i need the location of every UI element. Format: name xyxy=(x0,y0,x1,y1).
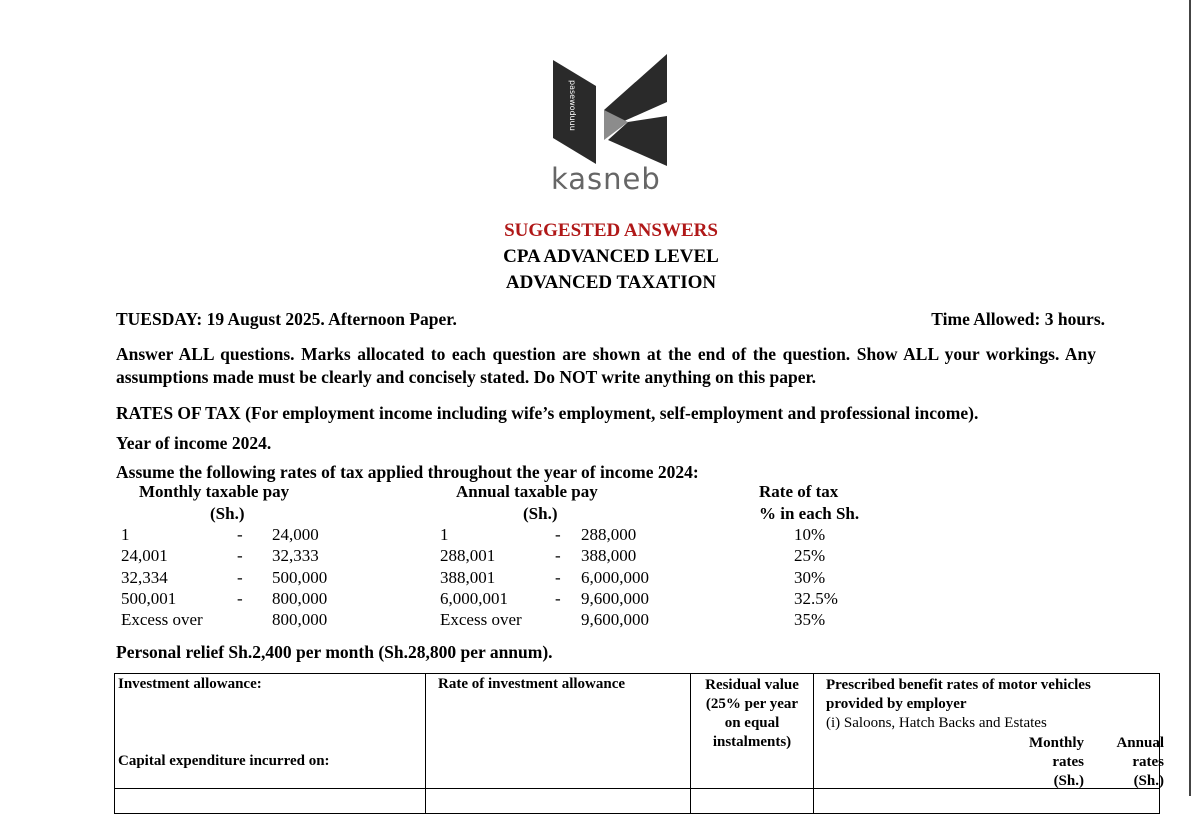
page-edge xyxy=(1189,0,1191,796)
monthly-rates-line: (Sh.) xyxy=(1053,773,1084,789)
annual-rates-line: (Sh.) xyxy=(1133,773,1164,789)
investment-allowance-cell xyxy=(115,674,426,789)
capital-expenditure-label: Capital expenditure incurred on: xyxy=(118,753,330,769)
rate-row-monthly-sep: - xyxy=(237,525,243,544)
level-heading: CPA ADVANCED LEVEL xyxy=(503,246,719,267)
monthly-rates-line: rates xyxy=(1052,754,1084,770)
rate-row-annual-sep: - xyxy=(555,546,561,565)
suggested-answers-heading: SUGGESTED ANSWERS xyxy=(504,220,718,241)
annual-rates-line: Annual xyxy=(1116,735,1164,751)
saloons-label: (i) Saloons, Hatch Backs and Estates xyxy=(826,715,1047,731)
residual-value-line: Residual value xyxy=(705,677,799,693)
residual-value-cell xyxy=(691,674,814,789)
rate-row-rate: 30% xyxy=(794,568,826,587)
rate-row-monthly-to: 32,333 xyxy=(272,546,319,565)
rate-row-monthly-to: 800,000 xyxy=(272,610,328,629)
rate-row-annual-from: 388,001 xyxy=(440,568,496,587)
rate-row-rate: 32.5% xyxy=(794,589,838,608)
rate-row-annual-to: 9,600,000 xyxy=(581,589,649,608)
annual-pay-header: Annual taxable pay xyxy=(456,482,598,501)
rate-row-annual-from: Excess over xyxy=(440,610,522,629)
investment-allowance-title: Investment allowance: xyxy=(118,676,262,692)
time-allowed: Time Allowed: 3 hours. xyxy=(931,309,1105,329)
rate-row-annual-sep: - xyxy=(555,568,561,587)
rate-row-annual-from: 1 xyxy=(440,525,449,544)
paper-heading: ADVANCED TAXATION xyxy=(505,272,717,293)
residual-value-line: (25% per year xyxy=(705,696,799,712)
rate-row-monthly-sep: - xyxy=(237,568,243,587)
rate-row-monthly-from: 500,001 xyxy=(121,589,177,608)
allowance-header-row xyxy=(115,674,1160,789)
rate-row-annual-from: 288,001 xyxy=(440,546,496,565)
monthly-rates-line: Monthly xyxy=(1028,735,1084,751)
allowance-body-row xyxy=(115,789,1160,814)
rate-unit: % in each Sh. xyxy=(759,504,860,523)
annual-rates-line: rates xyxy=(1132,754,1164,770)
allowance-table xyxy=(114,673,1164,814)
rate-header: Rate of tax xyxy=(759,482,839,501)
rate-row-monthly-to: 800,000 xyxy=(272,589,328,608)
rate-row-rate: 35% xyxy=(794,610,826,629)
annual-unit: (Sh.) xyxy=(523,504,558,523)
year-of-income: Year of income 2024. xyxy=(116,433,272,453)
assumption-line: Assume the following rates of tax applied throughout the year of income 2024: xyxy=(116,462,699,482)
rate-row-monthly-sep: - xyxy=(237,546,243,565)
allowance-body-cell xyxy=(691,789,814,814)
exam-date: TUESDAY: 19 August 2025. Afternoon Paper. xyxy=(116,309,457,329)
rate-row-rate: 25% xyxy=(794,546,826,565)
monthly-rates-header xyxy=(1014,734,1084,791)
allowance-body-cell xyxy=(115,789,426,814)
rate-row-annual-to: 9,600,000 xyxy=(581,610,649,629)
rate-row-rate: 10% xyxy=(794,525,826,544)
monthly-unit: (Sh.) xyxy=(210,504,245,523)
rate-of-allowance-title: Rate of investment allowance xyxy=(438,676,626,692)
rate-row-monthly-from: 24,001 xyxy=(121,546,168,565)
rate-of-allowance-cell xyxy=(426,674,691,789)
rate-row-annual-from: 6,000,001 xyxy=(440,589,508,608)
rate-row-monthly-from: 1 xyxy=(121,525,130,544)
instructions: Answer ALL questions. Marks allocated to each question are shown at the end of the question. Show ALL your workings. Any assumptions made must be clearly and concisely stated. Do NOT write anything on this paper. xyxy=(116,344,1096,387)
rate-row-monthly-to: 24,000 xyxy=(272,525,319,544)
rate-row-annual-to: 288,000 xyxy=(581,525,637,544)
logo-strap-text: pasewoduuu xyxy=(568,80,577,131)
personal-relief: Personal relief Sh.2,400 per month (Sh.28,800 per annum). xyxy=(116,642,553,662)
rates-heading: RATES OF TAX (For employment income including wife’s employment, self-employment and professional income). xyxy=(116,403,979,423)
rate-row-annual-sep: - xyxy=(555,589,561,608)
rate-row-annual-sep: - xyxy=(555,525,561,544)
logo-wordmark: kasneb xyxy=(551,162,661,196)
rate-row-annual-to: 388,000 xyxy=(581,546,637,565)
rate-row-monthly-sep: - xyxy=(237,589,243,608)
residual-value-line: instalments) xyxy=(712,734,792,750)
rate-row-monthly-from: 32,334 xyxy=(121,568,168,587)
motor-vehicle-rates-cell xyxy=(814,674,1164,789)
residual-value-line: on equal xyxy=(724,715,780,731)
logo-right-top xyxy=(604,54,667,122)
rate-row-annual-to: 6,000,000 xyxy=(581,568,649,587)
annual-rates-header xyxy=(1094,734,1164,791)
rate-row-monthly-from: Excess over xyxy=(121,610,203,629)
allowance-body-cell xyxy=(426,789,691,814)
rate-row-monthly-to: 500,000 xyxy=(272,568,328,587)
motor-vehicle-rates-title: Prescribed benefit rates of motor vehicles provided by employer xyxy=(826,677,1091,712)
monthly-pay-header: Monthly taxable pay xyxy=(139,482,290,501)
allowance-body-cell xyxy=(814,789,1160,814)
